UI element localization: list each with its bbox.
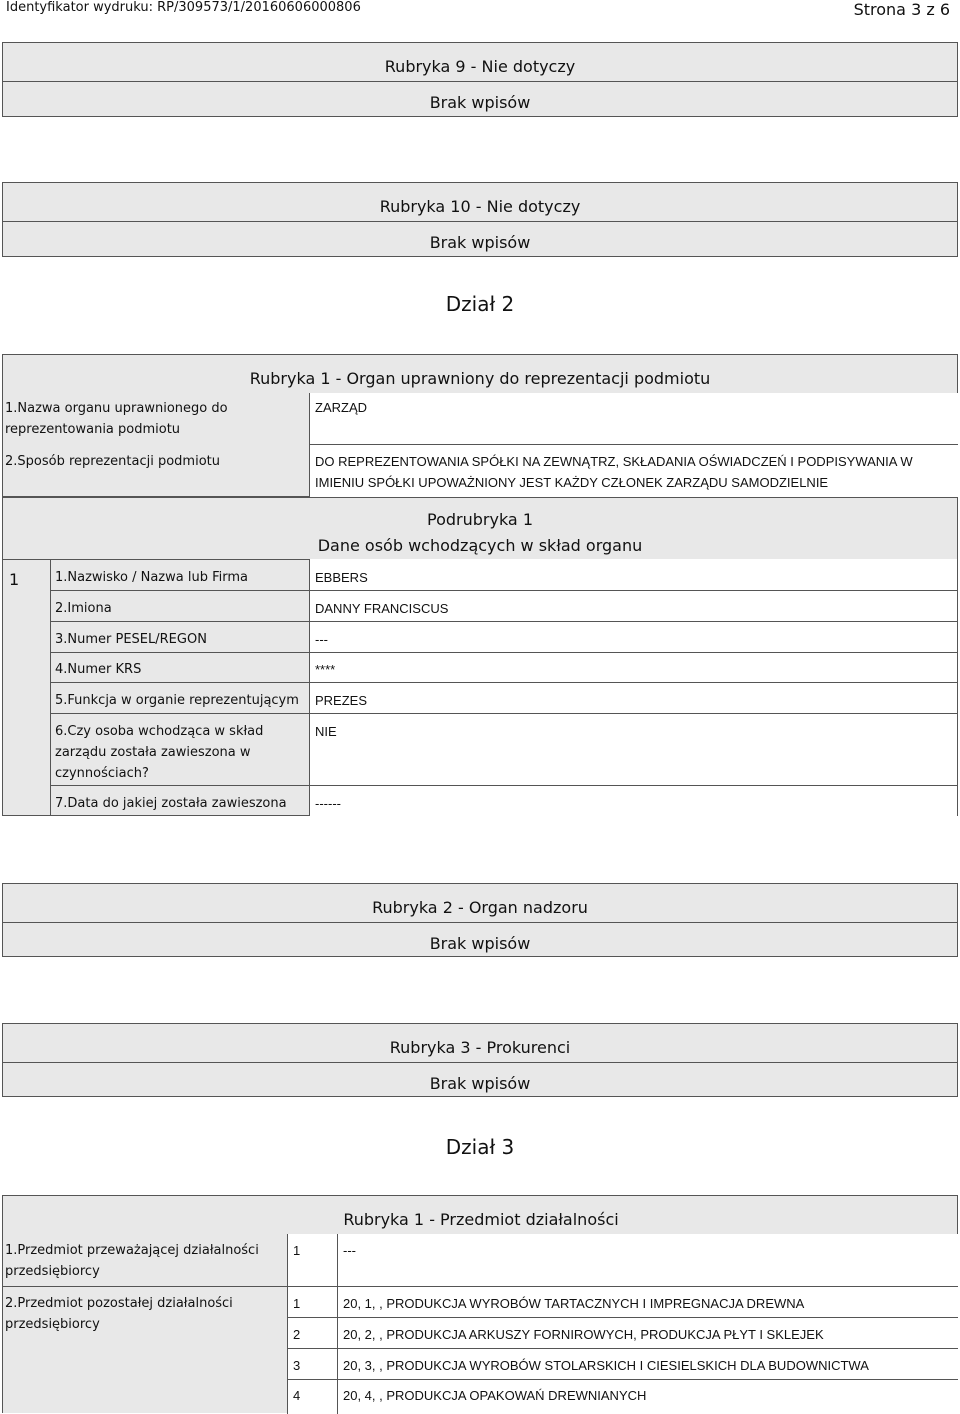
person-names-label: 2.Imiona xyxy=(55,601,112,616)
person-suspended-until-value: ------ xyxy=(315,796,341,811)
podrubryka1-title: Podrubryka 1 xyxy=(427,510,533,529)
rubryka9-title: Rubryka 9 - Nie dotyczy xyxy=(384,57,576,76)
other-activity-num: 3 xyxy=(293,1358,301,1373)
person-pesel-label: 3.Numer PESEL/REGON xyxy=(55,632,207,647)
representation-method-value: DO REPREZENTOWANIA SPÓŁKI NA ZEWNĄTRZ, SKŁADANIA OŚWIADCZEŃ I PODPISYWANIA W IMIENIU SPÓŁKI UPOWAŻNIONY JEST KAŻDY CZŁONEK ZARZĄDU SAMODZIELNIE xyxy=(315,454,913,490)
rubryka10-empty: Brak wpisów xyxy=(429,233,531,252)
representation-method-label: 2.Sposób reprezentacji podmiotu xyxy=(5,454,220,469)
dzial2-title: Dział 2 xyxy=(445,292,515,316)
dzial3-title: Dział 3 xyxy=(445,1135,515,1159)
other-activity-value: 20, 2, , PRODUKCJA ARKUSZY FORNIROWYCH, PRODUKCJA PŁYT I SKLEJEK xyxy=(343,1327,824,1342)
print-identifier: Identyfikator wydruku: RP/309573/1/20160606000806 xyxy=(6,0,361,15)
person-pesel-value: --- xyxy=(315,632,328,647)
other-activity-num: 4 xyxy=(293,1388,301,1403)
d2-rubryka3-title: Rubryka 3 - Prokurenci xyxy=(389,1038,571,1057)
podrubryka1-box xyxy=(2,497,958,816)
person-function-label: 5.Funkcja w organie reprezentującym xyxy=(55,693,299,708)
organ-name-label: 1.Nazwa organu uprawnionego do reprezentowania podmiotu xyxy=(5,401,228,437)
other-activity-label: 2.Przedmiot pozostałej działalności przedsiębiorcy xyxy=(5,1296,233,1332)
person-names-value: DANNY FRANCISCUS xyxy=(315,601,449,616)
other-activity-num: 1 xyxy=(293,1296,301,1311)
d2-rubryka2-title: Rubryka 2 - Organ nadzoru xyxy=(372,898,588,917)
other-activity-value: 20, 4, , PRODUKCJA OPAKOWAŃ DREWNIANYCH xyxy=(343,1388,647,1403)
d2-rubryka1-box xyxy=(2,354,958,497)
other-activity-num: 2 xyxy=(293,1327,301,1342)
organ-name-value: ZARZĄD xyxy=(315,400,367,415)
main-activity-label: 1.Przedmiot przeważającej działalności przedsiębiorcy xyxy=(5,1243,259,1279)
person-function-value: PREZES xyxy=(315,693,368,708)
d3-rubryka1-box xyxy=(2,1195,958,1413)
main-activity-value: --- xyxy=(343,1243,356,1258)
person-suspended-value: NIE xyxy=(315,724,337,739)
other-activity-value: 20, 1, , PRODUKCJA WYROBÓW TARTACZNYCH I IMPREGNACJA DREWNA xyxy=(343,1296,805,1311)
person-suspended-label: 6.Czy osoba wchodząca w skład zarządu została zawieszona w czynnościach? xyxy=(55,724,264,781)
d2-rubryka2-empty: Brak wpisów xyxy=(429,934,531,953)
other-activity-value: 20, 3, , PRODUKCJA WYROBÓW STOLARSKICH I CIESIELSKICH DLA BUDOWNICTWA xyxy=(343,1358,869,1373)
main-activity-num: 1 xyxy=(293,1243,301,1258)
rubryka10-box xyxy=(2,182,958,257)
podrubryka1-subtitle: Dane osób wchodzących w skład organu xyxy=(317,536,643,555)
person-suspended-until-label: 7.Data do jakiej została zawieszona xyxy=(55,796,287,811)
d2-rubryka2-box xyxy=(2,883,958,957)
person-index: 1 xyxy=(9,570,20,589)
rubryka9-box xyxy=(2,42,958,117)
rubryka9-empty: Brak wpisów xyxy=(429,93,531,112)
person-krs-label: 4.Numer KRS xyxy=(55,662,142,677)
person-surname-value: EBBERS xyxy=(315,570,368,585)
page-number: Strona 3 z 6 xyxy=(853,0,950,19)
d2-rubryka1-title: Rubryka 1 - Organ uprawniony do reprezentacji podmiotu xyxy=(249,369,711,388)
representation-method-value-cell xyxy=(309,445,958,497)
organ-name-value-cell xyxy=(309,393,958,445)
d2-rubryka3-empty: Brak wpisów xyxy=(429,1074,531,1093)
d3-rubryka1-title: Rubryka 1 - Przedmiot działalności xyxy=(343,1210,619,1229)
rubryka10-title: Rubryka 10 - Nie dotyczy xyxy=(379,197,581,216)
person-krs-value: **** xyxy=(315,662,336,677)
d2-rubryka3-box xyxy=(2,1023,958,1097)
person-surname-label: 1.Nazwisko / Nazwa lub Firma xyxy=(55,570,248,585)
